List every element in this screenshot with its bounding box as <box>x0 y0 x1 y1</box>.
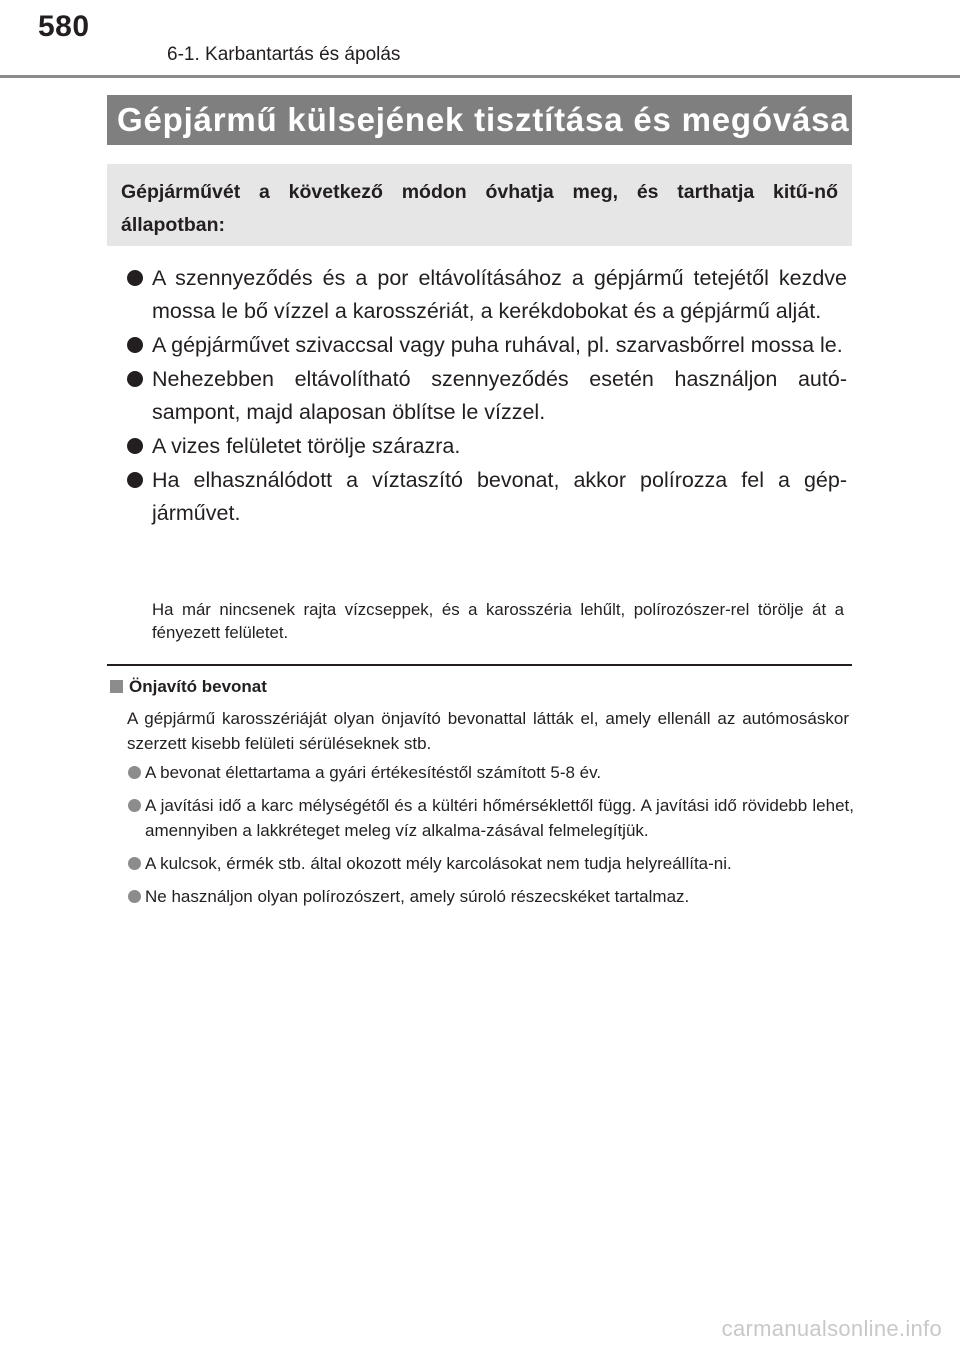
list-item-text: A vizes felületet törölje szárazra. <box>152 434 461 458</box>
list-item-text: Nehezebben eltávolítható szennyeződés esetén használjon autó-sampont, majd alaposan öblítse le vízzel. <box>152 367 847 424</box>
list-item <box>128 851 854 876</box>
intro-box <box>107 164 852 246</box>
list-item-text: A bevonat élettartama a gyári értékesítéstől számított 5-8 év. <box>145 763 602 782</box>
subsection-heading <box>110 677 267 697</box>
bullet-icon <box>127 371 143 387</box>
section-title: 6-1. Karbantartás és ápolás <box>167 44 401 65</box>
intro-text: Gépjárművét a következő módon óvhatja meg, és tarthatja kitű-nő állapotban: <box>121 181 838 236</box>
bullet-icon <box>128 857 141 870</box>
bullet-icon <box>128 766 141 779</box>
list-item <box>128 760 854 785</box>
list-item-text: A szennyeződés és a por eltávolításához a gépjármű tetejétől kezdve mossa le bő vízzel a karosszériát, a kerékdobokat és a gépjármű alját. <box>152 266 847 323</box>
list-item-text: A kulcsok, érmék stb. által okozott mély karcolásokat nem tudja helyreállíta-ni. <box>145 854 732 873</box>
bullet-icon <box>128 799 141 812</box>
list-item <box>125 464 847 530</box>
bullet-icon <box>127 270 143 286</box>
list-item-text: Ha elhasználódott a víztaszító bevonat, akkor polírozza fel a gép-járművet. <box>152 468 847 525</box>
list-item <box>125 329 847 362</box>
subsection-heading-text: Önjavító bevonat <box>129 677 267 696</box>
bullet-icon <box>127 472 143 488</box>
bullet-list <box>125 262 847 531</box>
bullet-icon <box>127 438 143 454</box>
list-item-text: A javítási idő a karc mélységétől és a kültéri hőmérséklettől függ. A javítási idő rövidebb lehet, amennyiben a lakkréteget meleg víz alkalma-zásával felmelegítjük. <box>145 796 854 840</box>
list-item-text: A gépjárművet szivaccsal vagy puha ruhával, pl. szarvasbőrrel mossa le. <box>152 333 843 357</box>
list-item-text: Ne használjon olyan polírozószert, amely súroló részecskéket tartalmaz. <box>145 887 690 906</box>
page-title: Gépjármű külsejének tisztítása és megóvása <box>107 95 852 145</box>
bullet-icon <box>127 337 143 353</box>
page-number: 580 <box>38 10 90 43</box>
polish-note: Ha már nincsenek rajta vízcseppek, és a karosszéria lehűlt, polírozószer-rel törölje át a fényezett felületet. <box>152 600 844 642</box>
section-divider <box>107 664 852 666</box>
list-item <box>125 430 847 463</box>
subsection-intro: A gépjármű karosszériáját olyan önjavító bevonattal látták el, amely ellenáll az autómosáskor szerzett kisebb felületi sérüléseknek stb. <box>127 709 849 753</box>
subsection-list <box>128 760 854 917</box>
list-item <box>128 793 854 843</box>
list-item <box>128 884 854 909</box>
watermark: carmanualsonline.info <box>721 1316 942 1341</box>
bullet-icon <box>128 890 141 903</box>
header-rule <box>0 75 960 78</box>
square-bullet-icon <box>110 680 123 693</box>
list-item <box>125 262 847 328</box>
list-item <box>125 363 847 429</box>
